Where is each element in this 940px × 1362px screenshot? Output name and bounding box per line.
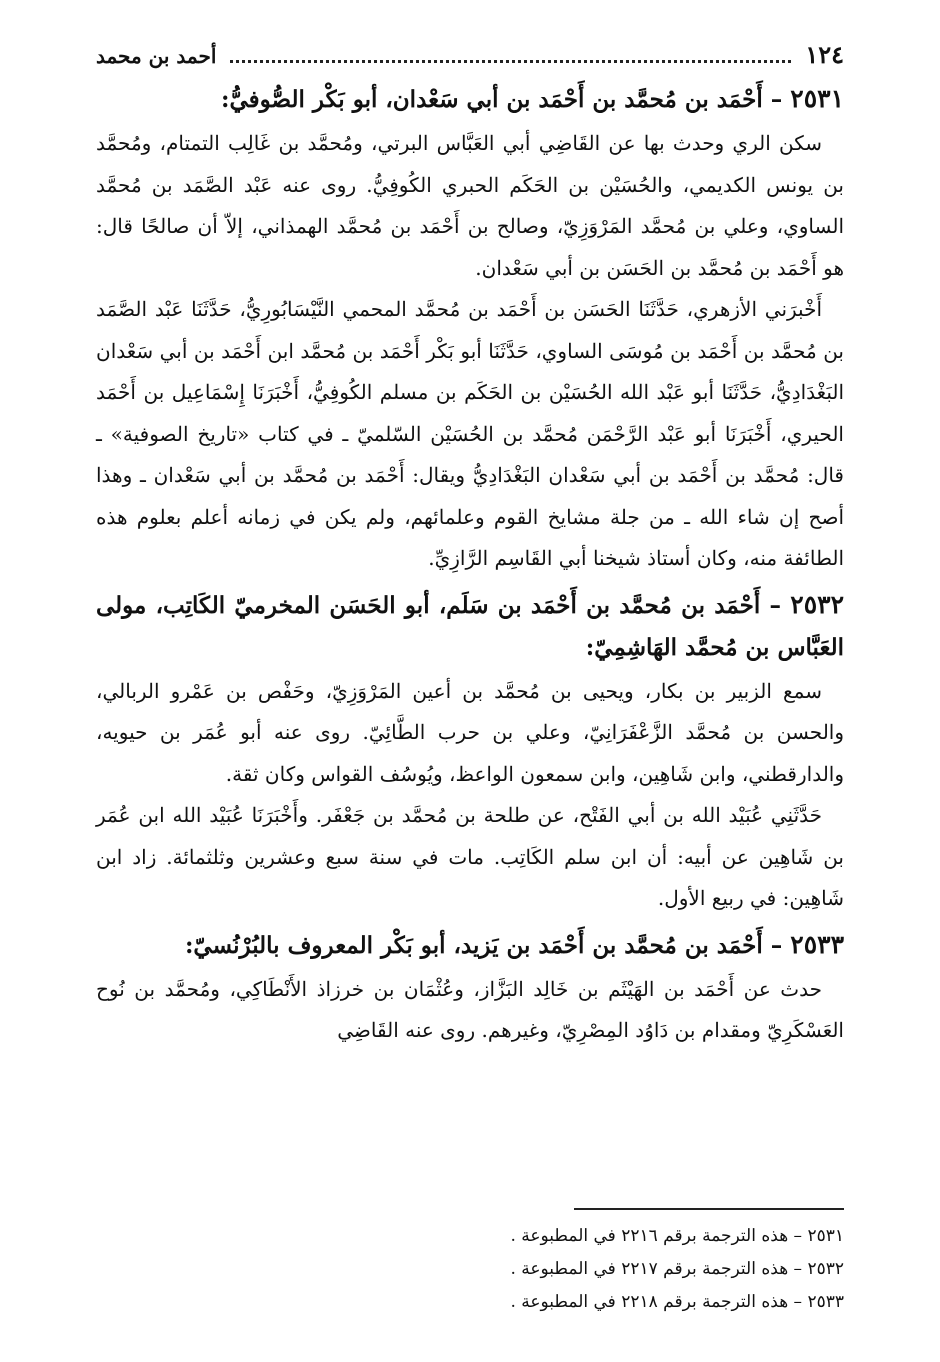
footnote: ٢٥٣٢ – هذه الترجمة برقم ٢٢١٧ في المطبوعة . <box>510 1259 844 1279</box>
running-head <box>96 40 844 74</box>
running-title: أحمد بن محمد <box>96 44 217 68</box>
leader-dots <box>230 59 791 63</box>
entry-number: ٢٥٣٣ <box>790 929 844 959</box>
entry-title: أَحْمَد بن مُحمَّد بن أَحْمَد بن أبي سَعْدان، أبو بَكْر الصُّوفيُّ: <box>221 86 763 113</box>
entry-number: ٢٥٣١ <box>790 84 844 113</box>
heading-dash: – <box>762 86 783 113</box>
entry-paragraph: سمع الزبير بن بكار، ويحيى بن مُحمَّد بن أعين المَرْوَزِيّ، وحَفْص بن عَمْرو الربالي، والحسن بن مُحمَّد الزَّعْفَرَانِيّ، وعلي بن حرب الطَّائِيّ. روى عنه أبو عُمَر بن حيويه، والدارقطني، وابن شَاهِين، وابن سمعون الواعظ، ويُوسُف القواس وكان ثقة. <box>96 678 844 786</box>
entry-heading <box>96 78 844 121</box>
entry-heading <box>96 584 844 669</box>
entry-paragraph: أَخْبرَني الأزهري، حَدَّثَنَا الحَسَن بن أَحْمَد بن مُحمَّد المحمي النَّيْسَابُورِيُّ، حَدَّثَنَا عَبْد الصَّمَد بن مُحمَّد بن أَحْمَد بن مُوسَى الساوي، حَدَّثَنَا أبو بَكْر أَحْمَد بن مُحمَّد ابن أَحْمَد بن أبي سَعْدان البَغْدَادِيُّ، حَدَّثَنَا أبو عَبْد الله الحُسَيْن بن الحَكَم بن مسلم الكُوفِيُّ، أَخْبَرَنَا إِسْمَاعِيل بن أَحْمَد الحيري، أَخْبَرَنَا أبو عَبْد الرَّحْمَن مُحمَّد بن الحُسَيْن السّلميّ ـ في كتاب «تاريخ الصوفية» ـ قال: مُحمَّد بن أَحْمَد بن أبي سَعْدان البَغْدَادِيُّ ويقال: أَحْمَد بن مُحمَّد بن أبي سَعْدان ـ وهذا أصح إن شاء الله ـ من جلة مشايخ القوم وعلمائهم، ولم يكن في زمانه أعلم بعلوم هذه الطائفة منه، وكان أستاذ شيخنا أبي القَاسِم الرَّازِيِّ. <box>96 297 844 570</box>
footnotes <box>96 1208 844 1319</box>
entry-2531 <box>96 78 844 580</box>
book-page <box>96 40 844 1340</box>
entry-2532 <box>96 584 844 920</box>
heading-dash: – <box>762 931 783 959</box>
page-number: ١٢٤ <box>805 40 844 69</box>
entry-paragraph: حدث عن أَحْمَد بن الهَيْثَم بن خَالِد البَزَّاز، وعُثْمَان بن خرزاذ الأَنْطَاكِي، ومُحمَّد بن نُوح العَسْكَرِيّ ومقدام بن دَاوُد المِصْرِيّ، وغيرهم. روى عنه القَاضِي <box>96 976 844 1042</box>
entry-heading <box>96 924 844 967</box>
footnote-rule <box>574 1208 844 1210</box>
entry-2533 <box>96 924 844 1052</box>
footnote: ٢٥٣١ – هذه الترجمة برقم ٢٢١٦ في المطبوعة . <box>510 1226 844 1246</box>
heading-dash: – <box>760 591 782 619</box>
entry-title: أَحْمَد بن مُحمَّد بن أَحْمَد بن يَزيد، أبو بَكْر المعروف بالبُرْنُسيّ: <box>184 931 763 959</box>
entry-number: ٢٥٣٢ <box>790 589 844 619</box>
entry-paragraph: حَدَّثَنِي عُبَيْد الله بن أبي الفَتْح، عن طلحة بن مُحمَّد بن جَعْفَر. وأَخْبَرَنَا عُبَيْد الله ابن عُمَر بن شَاهِين عن أبيه: أن ابن سلم الكَاتِب. مات في سنة سبع وعشرين وثلثمائة. زاد ابن شَاهِين: في ربيع الأول. <box>96 803 844 910</box>
entry-title: أَحْمَد بن مُحمَّد بن أَحْمَد بن سَلَم، أبو الحَسَن المخرميّ الكَاتِب، مولى العَبَّاس بن مُحمَّد الهَاشِمِيّ: <box>96 591 844 661</box>
entry-paragraph: سكن الري وحدث بها عن القَاضِي أبي العَبَّاس البرتي، ومُحمَّد بن غَالِب التمتام، ومُحمَّد بن يونس الكديمي، والحُسَيْن بن الحَكَم الحبري الكُوفِيُّ. روى عنه عَبْد الصَّمَد بن مُحمَّد الساوي، وعلي بن مُحمَّد المَرْوَزِيّ، وصالح بن أَحْمَد بن مُحمَّد الهمذاني، إلاّ أن صالحًا قال: هو أَحْمَد بن مُحمَّد بن الحَسَن بن أبي سَعْدان. <box>96 131 844 280</box>
footnote: ٢٥٣٣ – هذه الترجمة برقم ٢٢١٨ في المطبوعة . <box>510 1292 844 1312</box>
